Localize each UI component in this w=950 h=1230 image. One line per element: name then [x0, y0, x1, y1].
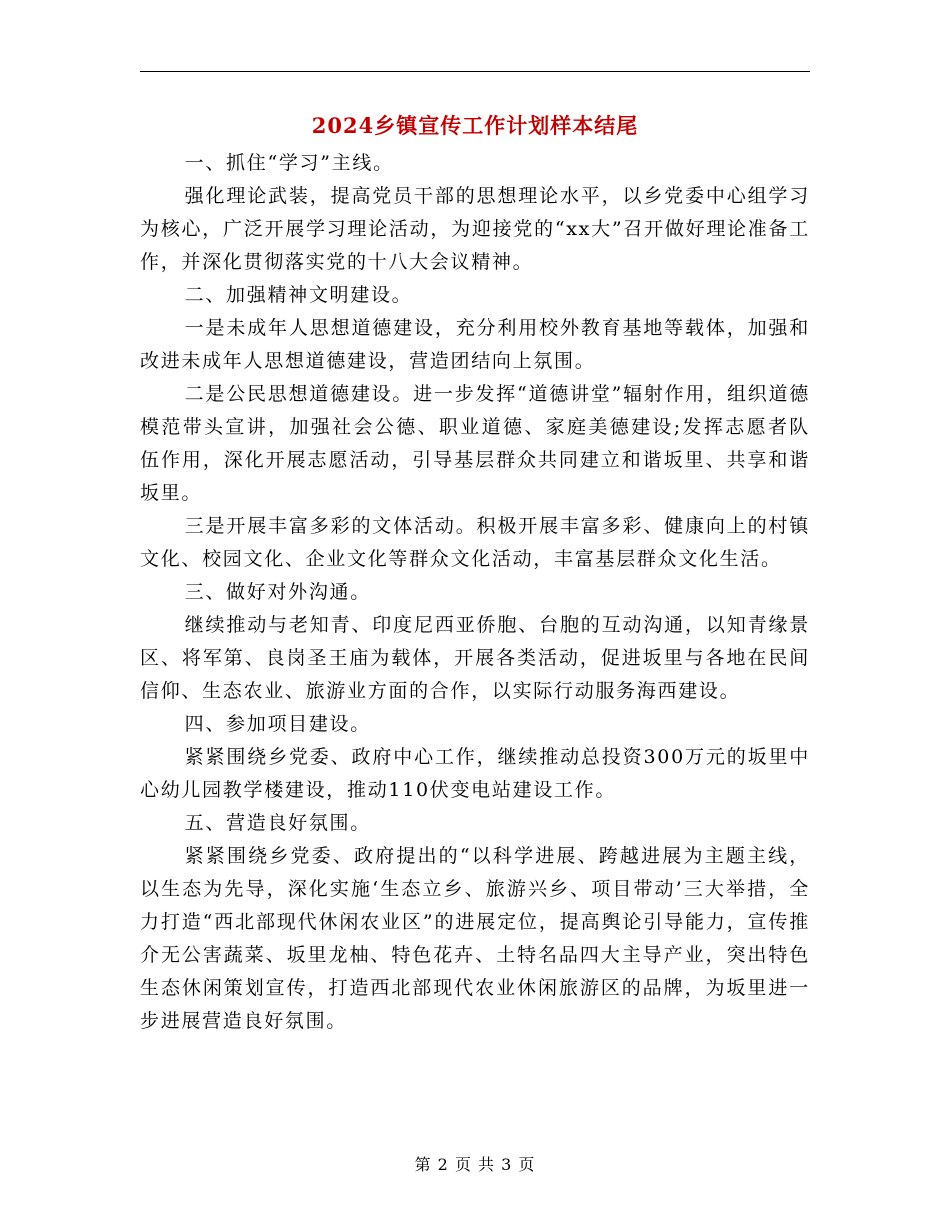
heading-spiritual-civilization: 二、加强精神文明建设。: [184, 284, 413, 306]
heading-external-communication: 三、做好对外沟通。: [184, 581, 371, 603]
heading-good-atmosphere: 五、营造良好氛围。: [184, 812, 371, 834]
paragraph-minors-morality: 一是未成年人思想道德建设，充分利用校外教育基地等载体，加强和改进未成年人思想道德建设，营造团结向上氛围。: [140, 317, 810, 372]
page-number-footer: 第 2 页 共 3 页: [414, 1155, 536, 1174]
paragraph-citizen-morality: 二是公民思想道德建设。进一步发挥“道德讲堂”辐射作用，组织道德模范带头宣讲，加强社会公德、职业道德、家庭美德建设;发挥志愿者队伍作用，深化开展志愿活动，引导基层群众共同建立和谐坂里、共享和谐坂里。: [140, 383, 810, 504]
document-title: 2024乡镇宣传工作计划样本结尾: [311, 113, 639, 138]
paragraph-cultural-activities: 三是开展丰富多彩的文体活动。积极开展丰富多彩、健康向上的村镇文化、校园文化、企业文化等群众文化活动，丰富基层群众文化生活。: [140, 515, 810, 570]
header-rule: [140, 71, 810, 72]
document-body: [140, 147, 810, 1038]
paragraph-good-atmosphere: 紧紧围绕乡党委、政府提出的“以科学进展、跨越进展为主题主线，以生态为先导，深化实施‘生态立乡、旅游兴乡、项目带动’三大举措，全力打造“西北部现代休闲农业区”的进展定位，提高舆论引导能力，宣传推介无公害蔬菜、坂里龙柚、特色花卉、土特名品四大主导产业，突出特色生态休闲策划宣传，打造西北部现代农业休闲旅游区的品牌，为坂里进一步进展营造良好氛围。: [140, 845, 810, 1032]
heading-study-mainline: 一、抓住“学习”主线。: [184, 152, 394, 174]
heading-project-construction: 四、参加项目建设。: [184, 713, 371, 735]
paragraph-theory: 强化理论武装，提高党员干部的思想理论水平，以乡党委中心组学习为核心，广泛开展学习理论活动，为迎接党的“xx大”召开做好理论准备工作，并深化贯彻落实党的十八大会议精神。: [140, 185, 810, 273]
paragraph-project-construction: 紧紧围绕乡党委、政府中心工作，继续推动总投资300万元的坂里中心幼儿园教学楼建设，推动110伏变电站建设工作。: [140, 746, 810, 801]
paragraph-external-communication: 继续推动与老知青、印度尼西亚侨胞、台胞的互动沟通，以知青缘景区、将军第、良岗圣王庙为载体，开展各类活动，促进坂里与各地在民间信仰、生态农业、旅游业方面的合作，以实际行动服务海西建设。: [140, 614, 810, 702]
